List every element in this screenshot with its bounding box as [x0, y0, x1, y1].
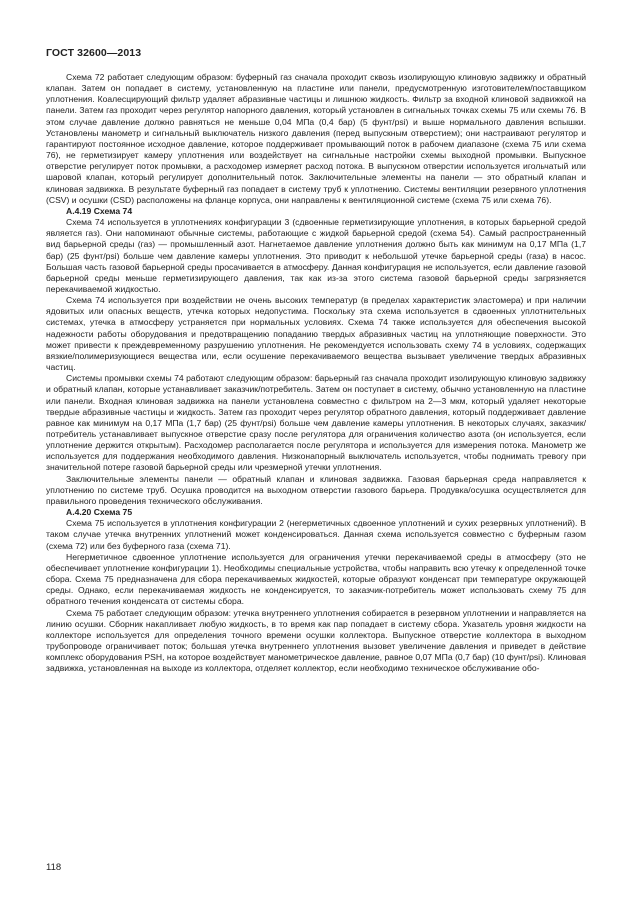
paragraph-scheme-75-intro: Схема 75 используется в уплотнения конфигурации 2 (негерметичных сдвоенное уплотнений и сухих резервных уплотнений). В таком случае утечка внутренних уплотнений может конденсироваться. Данная схема используется совместно с буферным газом (схема 72) или без буферного газа (схема 71).	[46, 518, 586, 551]
paragraph-scheme-74-flush: Системы промывки схемы 74 работают следующим образом: барьерный газ сначала проходит изолирующую клиновую задвижку и обратный клапан, которые устанавливает заказчик/потребитель. Затем он поступает в систему, обычно установленную на пластине или панели. Входная клиновая задвижка на панели установлена совместно с фильтром на 2—3 мкм, который удаляет некоторые твердые абразивные частицы и жидкость. Затем газ проходит через регулятор обратного давления, который поддерживает давление равное как минимум на 0,17 МПа (1,7 бар) (25 фунт/psi) больше чем давление камеры уплотнения. В некоторых случаях, заказчик/потребитель устанавливает выпускное отверстие сразу после регулятора для ограничения количество азота (он используется, если уплотнение держится открытым). Расходомер располагается после регулятора и используется для измерения потока. Манометр же используется для поддержания необходимого давления. Низконапорный выключатель используется, чтобы поднимать тревогу при значительной потере газовой барьерной среды или чрезмерной утечки уплотнения.	[46, 373, 586, 473]
paragraph-scheme-75-purpose: Негерметичное сдвоенное уплотнение используется для ограничения утечки перекачиваемой среды в атмосферу (это не обеспечивает уплотнение конфигурации 1). Необходимы специальные устройства, чтобы направить всю утечку к определенной точке сбора. Схема 75 предназначена для сбора перекачиваемых жидкостей, которые образуют конденсат при температуре окружающей среды. Однако, если перекачиваемая жидкость не конденсируется, то заказчик-потребитель может использовать схему 75 для обратного течения конденсата от системы сбора.	[46, 551, 586, 607]
paragraph-scheme-72: Схема 72 работает следующим образом: буферный газ сначала проходит сквозь изолирующую клиновую задвижку и обратный клапан. Затем он попадает в систему, установленную на пластине или панели, предусмотренную изготовителем/поставщиком уплотнения. Коалесцирующий фильтр удаляет абразивные частицы и лишнюю жидкость. Фильтр за входной клиновой задвижкой на панели. Затем газ проходит через регулятор напорного давления, который установлен в сигнальных точках схемы 75 или схемы 76. В этом случае давление должно равняться не меньше 0,04 МПа (0,4 бар) (5 фунт/psi) и выше нормального давления вспышки. Установлены манометр и сигнальный выключатель низкого давления (перед выпускным отверстием); они настраивают регулятор и гарантируют постоянное исходное давление, которое поддерживает промывающий поток в рабочем диапазоне (схема 75 или схема 76), не герметизирует камеру уплотнения или воздействует на сигнальные настройки схемы выходной промывки. Выпускное отверстие регулирует поток промывки, а расходомер измеряет расход потока. В выпускном отверстии используется игольчатый или шаровой клапан, который регулирует дополнительный поток. Заключительные элементы на панели — это обратный клапан и клиновая задвижка. В результате буферный газ попадает в систему труб к уплотнению. Системы вентиляции резервного уплотнения (CSV) и осушки (CSD) расположены на фланце корпуса, они направлены к вентиляционной системе (схема 75 или схема 76).	[46, 72, 586, 205]
heading-a-4-19: A.4.19 Схема 74	[66, 205, 133, 216]
paragraph-scheme-74-intro: Схема 74 используется в уплотнениях конфигурации 3 (сдвоенные герметизирующие уплотнения, в которых барьерной средой является газ). Они напоминают обычные системы, работающие с жидкой барьерной средой (схема 54). Самый распространенный вид барьерной среды (газ) — промышленный азот. Нагнетаемое давление уплотнения должно быть как минимум на 0,17 МПа (1,7 бар) (25 фунт/psi) больше чем давление камеры уплотнения. Это приводит к небольшой утечке барьерной среды (газа) в насос. Большая часть газовой барьерной среды просачивается в атмосферу. Данная конфигурация не используется, если давление газовой барьерной среды меньше герметизирующего давления, так как из-за этого система газовой барьерной среды загрязняется перекачиваемой жидкостью.	[46, 217, 586, 294]
paragraph-scheme-74-final: Заключительные элементы панели — обратный клапан и клиновая задвижка. Газовая барьерная среда направляется к уплотнению по системе труб. Осушка проводится на выходном отверстии газового барьера. Продувка/осушка осуществляется для правильного проведения технического обслуживания.	[46, 473, 586, 506]
paragraph-scheme-74-usage: Схема 74 используется при воздействии не очень высоких температур (в пределах характеристик эластомера) и при наличии ядовитых или опасных веществ, утечка которых недопустима. Поскольку эта схема используется в сдвоенных уплотнительных системах, утечка в атмосферу устраняется при нормальных условиях. Схема 74 также используется для обеспечения высокой надежности работы оборудования и предотвращению попаданию твердых абразивных частиц на уплотняющие поверхности. Это может привести к преждевременному разрушению уплотнения. Не рекомендуется использовать схему 74 в условиях, содержащих вязкие/полимеризующиеся вещества или, если осушение перекачиваемого вещества вызывает увеличение твердых абразивных частиц.	[46, 295, 586, 373]
document-body	[46, 72, 586, 674]
paragraph-scheme-75-operation: Схема 75 работает следующим образом: утечка внутреннего уплотнения собирается в резервном уплотнении и направляется на линию осушки. Сборник накапливает любую жидкость, в то время как пар попадает в систему сбора. Указатель уровня жидкости на коллекторе используется для определения точного времени осушки коллектора. Выпускное отверстие коллектора в выходном трубопроводе ограничивает поток; большая утечка внутреннего уплотнения вызовет увеличение давления и приведет в действие комплекс оборудования PSH, на которое воздействует манометрическое давление, равное 0,07 МПа (0,7 бар) (10 фунт/psi). Клиновая задвижка, установленная на выходе из коллектора, отделяет коллектор, если необходимо техническое обслуживание обо-	[46, 607, 586, 674]
page-number: 118	[46, 862, 62, 873]
standard-header: ГОСТ 32600—2013	[46, 47, 142, 59]
heading-a-4-20: A.4.20 Схема 75	[66, 507, 133, 518]
